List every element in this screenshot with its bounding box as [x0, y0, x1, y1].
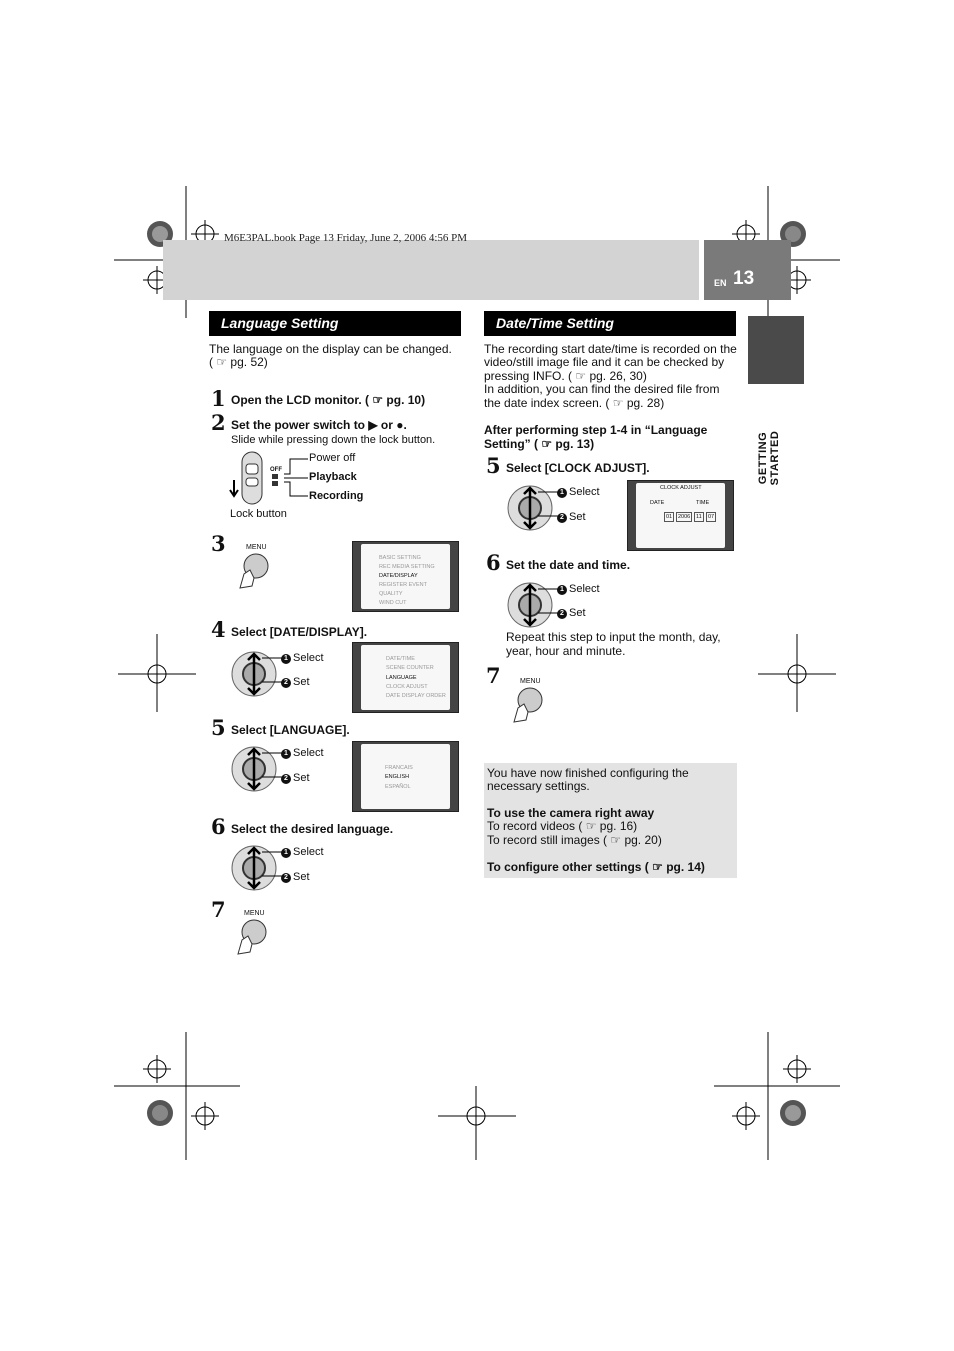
badge-2: 2	[281, 774, 291, 784]
select-label	[557, 486, 600, 498]
step-number: 5	[486, 453, 501, 478]
select-text: Select	[293, 652, 324, 664]
after-step-note: Setting” ( ☞ pg. 13)	[484, 437, 595, 451]
dial-callout-lines	[538, 583, 558, 617]
header-band	[163, 240, 699, 300]
set-text: Set	[293, 871, 310, 883]
repeat-note: year, hour and minute.	[506, 644, 626, 658]
date-intro-line: video/still image file and it can be checked by	[484, 355, 725, 369]
date-intro-line: the date index screen. ( ☞ pg. 28)	[484, 396, 665, 410]
date-intro-line: In addition, you can find the desired file from	[484, 382, 720, 396]
summary-heading: To use the camera right away	[487, 806, 655, 820]
step-2-text: Set the power switch to ▶ or ●.	[231, 418, 407, 432]
menu-item: QUALITY	[379, 591, 403, 597]
dial-callout-lines	[262, 652, 282, 686]
date-time-heading: Date/Time Setting	[484, 311, 736, 336]
badge-1: 1	[281, 848, 291, 858]
badge-1: 1	[281, 749, 291, 759]
step-4-text: Select [DATE/DISPLAY].	[231, 625, 368, 639]
summary-line: To record videos ( ☞ pg. 16)	[487, 819, 638, 833]
book-info-line: M6E3PAL.book Page 13 Friday, June 2, 2006 4:56 PM	[224, 232, 468, 244]
summary-box	[484, 763, 737, 878]
badge-1: 1	[557, 488, 567, 498]
clock-title: CLOCK ADJUST	[660, 485, 702, 491]
summary-line: To record still images ( ☞ pg. 20)	[487, 833, 662, 847]
clock-field: 2006	[678, 514, 691, 520]
step-6-text: Set the date and time.	[506, 558, 631, 572]
summary-line: necessary settings.	[487, 779, 590, 793]
select-label	[557, 583, 600, 595]
step-6-text: Select the desired language.	[231, 822, 394, 836]
dial-callout-lines	[262, 846, 282, 880]
menu-button-label: MENU	[520, 678, 541, 685]
menu-press-hand-icon	[232, 918, 272, 958]
select-text: Select	[569, 486, 600, 498]
recording-label: Recording	[309, 490, 364, 502]
badge-1: 1	[281, 654, 291, 664]
page-number-tab	[704, 240, 791, 300]
dial-callout-lines	[538, 486, 558, 520]
step-5-text: Select [CLOCK ADJUST].	[506, 461, 650, 475]
select-text: Select	[293, 846, 324, 858]
clock-time-label: TIME	[696, 500, 710, 506]
menu-item: WIND CUT	[379, 600, 407, 606]
step-1-text: Open the LCD monitor. ( ☞ pg. 10)	[231, 393, 426, 407]
select-label	[281, 846, 324, 858]
set-label	[281, 772, 310, 784]
badge-2: 2	[281, 678, 291, 688]
section-side-tab	[748, 316, 804, 384]
step-number: 6	[211, 814, 226, 839]
menu-press-hand-icon	[508, 686, 548, 726]
set-text: Set	[569, 607, 586, 619]
menu-item: DATE DISPLAY ORDER	[386, 693, 446, 699]
step-number: 2	[211, 410, 226, 435]
step-number: 7	[486, 663, 501, 688]
select-text: Select	[569, 583, 600, 595]
clock-date-label: DATE	[650, 500, 665, 506]
select-label	[281, 747, 324, 759]
step-number: 6	[486, 550, 501, 575]
set-text: Set	[569, 511, 586, 523]
power-off-label: Power off	[309, 452, 356, 464]
menu-item: SCENE COUNTER	[386, 665, 434, 671]
step-number: 7	[211, 897, 226, 922]
playback-label: Playback	[309, 471, 357, 483]
lcd-screen-date-display	[352, 642, 459, 713]
language-setting-heading: Language Setting	[209, 311, 461, 336]
lcd-screen-language	[352, 741, 459, 812]
menu-item-selected: LANGUAGE	[386, 675, 417, 681]
step-number: 3	[211, 531, 226, 556]
set-text: Set	[293, 676, 310, 688]
after-step-note: After performing step 1-4 in “Language	[484, 423, 708, 437]
switch-callout-lines	[282, 456, 308, 498]
menu-press-hand-icon	[234, 552, 274, 592]
menu-item-selected: ENGLISH	[385, 774, 410, 780]
lcd-screen-menu	[352, 541, 459, 612]
menu-item: ESPAÑOL	[385, 784, 411, 790]
menu-item: FRANCAIS	[385, 765, 413, 771]
repeat-note: Repeat this step to input the month, day,	[506, 630, 721, 644]
section-side-label: GETTING STARTED	[757, 430, 781, 486]
menu-item: CLOCK ADJUST	[386, 684, 428, 690]
badge-2: 2	[557, 513, 567, 523]
set-label	[281, 676, 310, 688]
menu-item: BASIC SETTING	[379, 555, 421, 561]
menu-item-selected: DATE/DISPLAY	[379, 573, 418, 579]
page-number: 13	[733, 268, 755, 289]
set-label	[557, 511, 586, 523]
menu-item: REGISTER EVENT	[379, 582, 427, 588]
date-intro-line: pressing INFO. ( ☞ pg. 26, 30)	[484, 369, 647, 383]
lcd-screen-clock-adjust	[627, 480, 734, 551]
set-text: Set	[293, 772, 310, 784]
step-number: 5	[211, 715, 226, 740]
switch-off-label: OFF	[270, 467, 282, 473]
step-2-subtext: Slide while pressing down the lock button.	[231, 434, 436, 446]
select-label	[281, 652, 324, 664]
step-5-text: Select [LANGUAGE].	[231, 723, 350, 737]
summary-line: You have now finished configuring the	[487, 766, 689, 780]
badge-2: 2	[557, 609, 567, 619]
language-intro-2: ( ☞ pg. 52)	[209, 355, 268, 369]
menu-button-label: MENU	[246, 544, 267, 551]
date-intro-line: The recording start date/time is recorded on the	[484, 342, 737, 356]
clock-field: 07	[708, 514, 715, 520]
language-intro-1: The language on the display can be changed.	[209, 342, 452, 356]
menu-item: REC MEDIA SETTING	[379, 564, 435, 570]
badge-2: 2	[281, 873, 291, 883]
dial-callout-lines	[262, 747, 282, 781]
lock-button-label: Lock button	[230, 508, 287, 520]
clock-field: 01	[666, 514, 673, 520]
set-label	[557, 607, 586, 619]
badge-1: 1	[557, 585, 567, 595]
menu-item: DATE/TIME	[386, 656, 415, 662]
step-number: 1	[211, 386, 226, 411]
language-code: EN	[714, 278, 727, 288]
step-number: 4	[211, 617, 226, 642]
set-label	[281, 871, 310, 883]
summary-heading: To configure other settings ( ☞ pg. 14)	[487, 860, 705, 874]
select-text: Select	[293, 747, 324, 759]
clock-field: 11	[696, 514, 702, 520]
menu-button-label: MENU	[244, 910, 265, 917]
